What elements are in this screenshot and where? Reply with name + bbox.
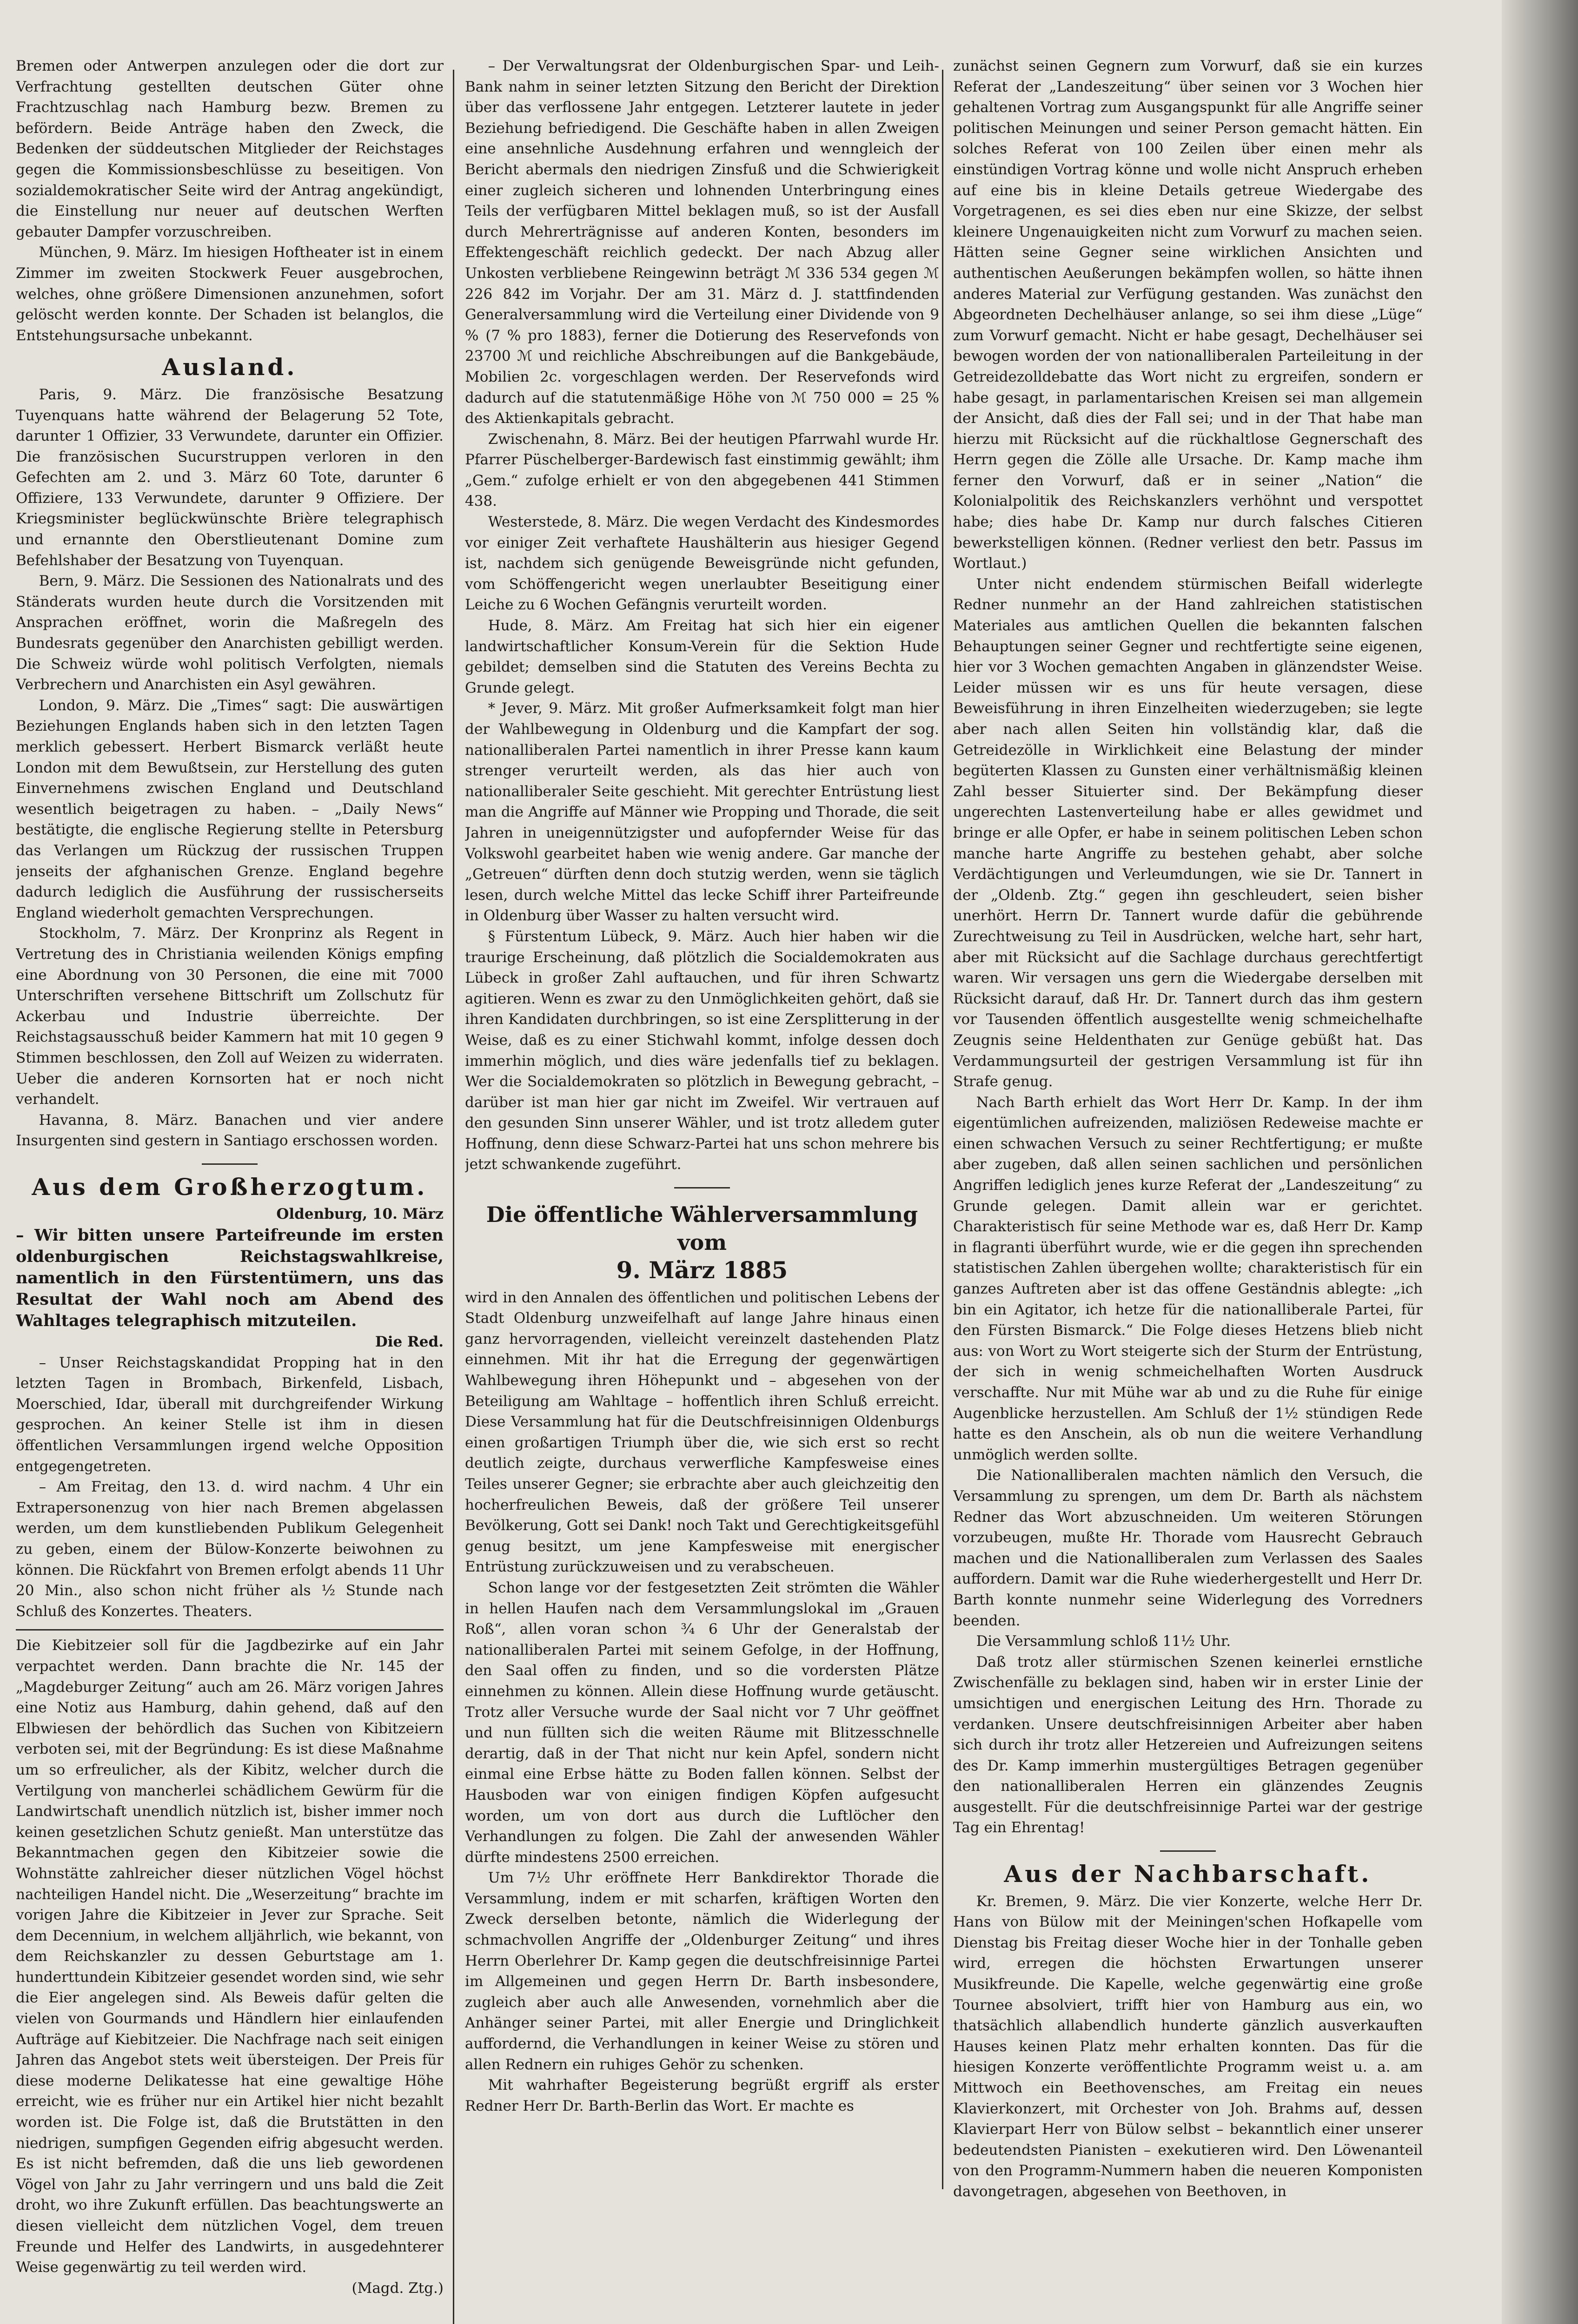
column-rule xyxy=(942,70,943,2189)
article-sparbank: – Der Verwaltungsrat der Oldenburgischen Spar- und Leih-Bank nahm in seiner letzten Sitzung den Bericht der Direktion über das verflossene Jahr entgegen. Letzterer lautete in jeder Beziehung befriedigend. Die Geschäfte haben in allen Zweigen eine ansehnliche Ausdehnung erfahren und wenngleich der Bericht abermals den niedrigen Zinsfuß und die Schwierigkeit einer zugleich sicheren und lohnenden Unterbringung eines Teils der verfügbaren Mittel beklagen muß, so ist der Ausfall durch Mehrerträgnisse auf anderen Konten, besonders im Effektengeschäft reichlich gedeckt. Der nach Abzug aller Unkosten verbliebene Reingewinn beträgt ℳ 336 534 gegen ℳ 226 842 im Vorjahr. Der am 31. März d. J. stattfindenden Generalversammlung wird die Verteilung einer Dividende von 9 % (7 % pro 1883), ferner die Dotierung des Reservefonds von 23700 ℳ und reichliche Abschreibungen auf die Bankgebäude, Mobilien 2c. vorgeschlagen werden. Der Reservefonds wird dadurch auf die statutenmäßige Höhe von ℳ 750 000 = 25 % des Aktienkapitals gebracht. xyxy=(465,58,939,427)
appeal-signature: Die Red. xyxy=(375,1334,444,1351)
headline-versammlung-date: 9. März 1885 xyxy=(616,1256,788,1284)
versammlung-paragraph: Die Nationalliberalen machten nämlich den Versuch, die Versammlung zu sprengen, um dem Dr. Barth als nächstem Redner das Wort abzuschneiden. Um weiteren Störungen vorzubeugen, mußte Hr. Thorade vom Hausrecht Gebrauch machen und die Nationalliberalen zum Verlassen des Saales auffordern. Damit war die Ruhe wiederhergestellt und Herr Dr. Barth konnte nunmehr seine Widerlegung des Vorredners beenden. xyxy=(953,1467,1423,1629)
column-right xyxy=(953,56,1423,2324)
versammlung-closing: Die Versammlung schloß 11½ Uhr. xyxy=(976,1633,1231,1650)
section-heading-nachbarschaft: Aus der Nachbarschaft. xyxy=(1004,1860,1372,1888)
article-bremen: Kr. Bremen, 9. März. Die vier Konzerte, welche Herr Dr. Hans von Bülow mit der Meiningen'schen Hofkapelle vom Dienstag bis Freitag dieser Woche hier in der Tonhalle geben wird, erregen die höchsten Erwartungen unserer Musikfreunde. Die Kapelle, welche gegenwärtig eine große Tournee absolviert, trifft hier von Hamburg aus ein, wo thatsächlich allabendlich hunderte gänzlich ausverkauften Hauses keinen Platz mehr erhalten konnten. Das für die hiesigen Konzerte veröffentlichte Programm weist u. a. am Mittwoch ein Beethovensches, am Freitag ein neues Klavierkonzert, mit Orchester von Joh. Brahms auf, dessen Klavierpart Herr von Bülow selbst – bekanntlich einer unserer bedeutendsten Pianisten – exekutieren wird. Den Löwenanteil von den Programm-Nummern haben die neueren Komponisten davongetragen, abgesehen von Beethoven, in xyxy=(953,1893,1423,2200)
article-paris: Paris, 9. März. Die französische Besatzung Tuyenquans hatte während der Belagerung 52 Tote, darunter 1 Offizier, 33 Verwundete, darunter ein Offizier. Die französischen Sucurstruppen verloren in den Gefechten am 2. und 3. März 60 Tote, darunter 6 Offiziere, 133 Verwundete, darunter 9 Offiziere. Der Kriegsminister beglückwünschte Brière telegraphisch und ernannte den Oberstlieutenant Domine zum Befehlshaber der Besatzung von Tuyenquan. xyxy=(16,386,444,569)
article-stockholm: Stockholm, 7. März. Der Kronprinz als Regent in Vertretung des in Christiania weilenden Königs empfing eine Abordnung von 30 Personen, die eine mit 7000 Unterschriften versehene Bittschrift um Zollschutz für Ackerbau und Industrie überreichte. Der Reichstagsausschuß beider Kammern hat mit 10 gegen 9 Stimmen beschlossen, den Zoll auf Weizen zu widerraten. Ueber die anderen Kornsorten hat er noch nicht verhandelt. xyxy=(16,925,444,1108)
page-edge xyxy=(1502,0,1578,2324)
article-buelow-train: – Am Freitag, den 13. d. wird nachm. 4 Uhr ein Extrapersonenzug von hier nach Bremen abgelassen werden, um dem kunstliebenden Publikum Gelegenheit zu geben, einem der Bülow-Konzerte beiwohnen zu können. Die Rückfahrt von Bremen erfolgt abends 11 Uhr 20 Min., also schon nicht früher als ½ Stunde nach Schluß des Konzertes. Theaters. xyxy=(16,1479,444,1620)
divider xyxy=(674,1187,730,1188)
article-intro: Bremen oder Antwerpen anzulegen oder die dort zur Verfrachtung gestellten deutschen Güter ohne Frachtzuschlag nach Hamburg bezw. Bremen zu befördern. Beide Anträge haben den Zweck, die Bedenken der süddeutschen Mitglieder der Reichstages gegen die Kommissionsbeschlüsse zu beseitigen. Von sozialdemokratischer Seite wird der Antrag angekündigt, die Einstellung nur neuer auf deutschen Werften gebauter Dampfer vorzuschreiben. xyxy=(16,58,444,240)
article-kiebitz: Die Kiebitzeier soll für die Jagdbezirke auf ein Jahr verpachtet werden. Dann brachte die Nr. 145 der „Magdeburger Zeitung“ auch am 26. März vorigen Jahres eine Notiz aus Hamburg, dahin gehend, daß auf den Elbwiesen der behördlich das Suchen von Kibitzeiern verboten sei, mit der Begründung: Es ist diese Maßnahme um so erfreulicher, als der Kibitz, welcher durch die Vertilgung von mancherlei schädlichem Gewürm für die Landwirtschaft unendlich nützlich ist, bisher immer noch keinen gesetzlichen Schutz genießt. Man unterstütze das Bekanntmachen gegen den Kibitzeier sowie die Wohnstätte zahlreicher dieser nützlichen Vögel höchst nachteiligen Handel nicht. Die „Weserzeitung“ brachte im vorigen Jahre die Kibitzeier in Jever zur Sprache. Seit dem Decennium, in welchem alljährlich, wie bekannt, von dem Reichskanzler zu dessen Geburtstage am 1. hunderttundein Kibitzeier gesendet worden sind, wie sehr die Eier angelegen sind. Als Beweis dafür gelten die vielen von Gourmands und Händlern hier einlaufenden Aufträge auf Kiebitzeier. Die Nachfrage nach seit einigen Jahren das Angebot stets weit übersteigen. Der Preis für diese moderne Delikatesse hat eine gewaltige Höhe erreicht, wie es früher nur ein Artikel hier nicht bezahlt worden ist. Die Folge ist, daß die Brutstätten in den niedrigen, sumpfigen Gegenden eifrig abgesucht werden. Es ist nicht befremden, daß die uns lieb gewordenen Vögel von Jahr zu Jahr verringern und uns bald die Zeit droht, wo ihre Zukunft erfüllen. Das beachtungswerte an diesen vielleicht dem nützlichen Vogel, dem treuen Freunde und Helfer des Landwirts, in ausgedehnterer Weise gegenwärtig zu teil werden wird. xyxy=(16,1637,444,2276)
versammlung-paragraph: Schon lange vor der festgesetzten Zeit strömten die Wähler in hellen Haufen nach dem Versammlungslokal im „Grauen Roß“, allen voran schon ¾ 6 Uhr der Generalstab der nationalliberalen Partei mit seinem Gefolge, in der Hoffnung, den Saal offen zu finden, und so die vordersten Plätze einnehmen zu können. Allein diese Hoffnung wurde getäuscht. Trotz aller Versuche wurde der Saal nicht vor 7 Uhr geöffnet und nun füllten sich die weiten Räume mit Blitzesschnelle derartig, daß in der That nicht nur kein Apfel, sondern nicht einmal eine Erbse hätte zu Boden fallen können. Selbst der Hausboden war von einigen findigen Köpfen aufgesucht worden, um von dort aus durch die Luftlöcher den Verhandlungen zu folgen. Die Zahl der anwesenden Wähler dürfte mindestens 2500 erreichen. xyxy=(465,1579,939,1866)
divider xyxy=(202,1163,258,1165)
article-jever: * Jever, 9. März. Mit großer Aufmerksamkeit folgt man hier der Wahlbewegung in Oldenburg und die Kampfart der sog. nationalliberalen Partei namentlich in ihrer Presse kann kaum strenger verurteilt werden, als das hier auch von nationalliberaler Seite geschieht. Mit gerechter Entrüstung liest man die Angriffe auf Männer wie Propping und Thorade, die seit Jahren in uneigennützigster und aufopfernder Weise für das Volkswohl gearbeitet haben wie wenig andere. Gar manche der „Getreuen“ dürften denn doch stutzig werden, wenn sie täglich lesen, durch welche Mittel das lecke Schiff ihrer Parteifreunde in Oldenburg über Wasser zu halten versucht wird. xyxy=(465,700,939,924)
article-muenchen: München, 9. März. Im hiesigen Hoftheater ist in einem Zimmer im zweiten Stockwerk Feuer ausgebrochen, welches, ohne größere Dimensionen anzunehmen, sofort gelöscht werden konnte. Der Schaden ist belanglos, die Entstehungsursache unbekannt. xyxy=(16,244,444,344)
article-luebeck: § Fürstentum Lübeck, 9. März. Auch hier haben wir die traurige Erscheinung, daß plötzlich die Socialdemokraten aus Lübeck in großer Zahl auftauchen, und für ihren Schwartz agitieren. Wenn es zwar zu den Unmöglichkeiten gehört, daß sie ihren Kandidaten durchbringen, so ist eine Zersplitterung in der Weise, daß es zu einer Stichwahl kommt, infolge dessen doch immerhin möglich, und dies wäre jedenfalls tief zu beklagen. Wer die Socialdemokraten so plötzlich in Bewegung gebracht, – darüber ist man hier gar nicht im Zweifel. Wir vertrauen auf den gesunden Sinn unserer Wähler, und ist trotz alledem guter Hoffnung, denn diese Schwarz-Partei hat uns schon mehrere bis jetzt schwankende zugeführt. xyxy=(465,928,939,1173)
article-westerstede: Westerstede, 8. März. Die wegen Verdacht des Kindesmordes vor einiger Zeit verhaftete Haushälterin aus hiesiger Gegend ist, nachdem sich genügende Beweisgründe nicht gefunden, vom Schöffengericht wegen unerlaubter Beseitigung einer Leiche zu 6 Wochen Gefängnis verurteilt worden. xyxy=(465,514,939,614)
section-heading-grossherzogtum: Aus dem Großherzogtum. xyxy=(32,1173,428,1201)
versammlung-continued: zunächst seinen Gegnern zum Vorwurf, daß sie ein kurzes Referat der „Landeszeitung“ über seinen vor 3 Wochen hier gehaltenen Vortrag zum Ausgangspunkt für alle Angriffe seiner politischen Meinungen und seiner Person gemacht hätten. Ein solches Referat von 100 Zeilen über einen mehr als einstündigen Vortrag könne und wolle nicht Anspruch erheben auf eine bis in kleine Details getreue Wiedergabe des Vorgetragenen, es sei dies eben nur eine Skizze, der selbst kleinere Ungenauigkeiten nicht zum Vorwurf zu machen seien. Hätten seine Gegner seine wirklichen Ansichten und authentischen Aeußerungen bekämpfen wollen, so hätte ihnen anderes Material zur Verfügung gestanden. Was zunächst den Abgeordneten Dechelhäuser anlange, so sei ihm diese „Lüge“ zum Vorwurf gemacht. Nicht er habe gesagt, Dechelhäuser sei bewogen worden der von nationalliberalen Parteileitung in der Getreidezolldebatte das Wort nicht zu ergreifen, sondern er habe gesagt, in parlamentarischen Kreisen sei man allgemein der Ansicht, daß dies der Fall sei; und in der That habe man hierzu mit Rücksicht auf die rückhaltlose Gegnerschaft des Herrn gegen die Zölle alle Ursache. Dr. Kamp mache ihm ferner den Vorwurf, daß er in seiner „Nation“ die Kolonialpolitik des Reichskanzlers verhöhnt und verspottet habe; dies habe Dr. Kamp nur durch falsches Citieren bewerkstelligen können. (Redner verliest den betr. Passus im Wortlaut.) xyxy=(953,58,1423,572)
source-credit: (Magd. Ztg.) xyxy=(351,2279,444,2297)
column-middle xyxy=(465,56,939,2324)
versammlung-paragraph: wird in den Annalen des öffentlichen und politischen Lebens der Stadt Oldenburg unzweifelhaft auf lange Jahre hinaus einen ganz hervorragenden, vielleicht vereinzelt dastehenden Platz einnehmen. Mit ihr hat die Erregung der gegenwärtigen Wahlbewegung ihren Höhepunkt und – abgesehen von der Beteiligung am Wahltage – hoffentlich ihren Schluß erreicht. Diese Versammlung hat für die Deutschfreisinnigen Oldenburgs einen großartigen Triumph über die, wie sich erst so recht deutlich zeigte, durchaus verwerfliche Kampfesweise eines Teiles unserer Gegner; sie erbrachte aber auch gleichzeitig den hocherfreulichen Beweis, daß der größere Teil unserer Bevölkerung, Gott sei Dank! noch Takt und Gerechtigkeitsgefühl genug besitzt, um jene Kampfesweise mit energischer Entrüstung zurückzuweisen und zu verabscheuen. xyxy=(465,1289,939,1576)
divider xyxy=(1160,1850,1216,1852)
separator-rule xyxy=(16,1629,444,1631)
article-hude: Hude, 8. März. Am Freitag hat sich hier ein eigener landwirtschaftlicher Konsum-Verein für die Sektion Hude gebildet; demselben sind die Statuten des Vereins Bechta zu Grunde gelegt. xyxy=(465,617,939,696)
versammlung-paragraph: Um 7½ Uhr eröffnete Herr Bankdirektor Thorade die Versammlung, indem er mit scharfen, kräftigen Worten den Zweck derselben betonte, nämlich die Widerlegung der schmachvollen Angriffe der „Oldenburger Zeitung“ und ihres Herrn Oberlehrer Dr. Kamp gegen die deutschfreisinnige Partei im Allgemeinen und gegen Herrn Dr. Barth insbesondere, zugleich aber auch alle Anwesenden, vornehmlich aber die Anhänger seiner Partei, mit aller Energie und Dringlichkeit auffordernd, die Verhandlungen in keiner Weise zu stören und allen Rednern ein ruhiges Gehör zu schenken. xyxy=(465,1869,939,2073)
column-rule xyxy=(453,70,454,2324)
dateline-oldenburg: Oldenburg, 10. März xyxy=(276,1206,444,1223)
article-zwischenahn: Zwischenahn, 8. März. Bei der heutigen Pfarrwahl wurde Hr. Pfarrer Püschelberger-Bardewisch fast einstimmig gewählt; ihm „Gem.“ zufolge erhielt er von den abgegebenen 441 Stimmen 438. xyxy=(465,430,939,510)
versammlung-paragraph: Daß trotz aller stürmischen Szenen keinerlei ernstliche Zwischenfälle zu beklagen sind, haben wir in erster Linie der umsichtigen und energischen Leitung des Hrn. Thorade zu verdanken. Unsere deutschfreisinnigen Arbeiter aber haben sich durch ihr trotz aller Hetzereien und Aufreizungen seitens des Dr. Kamp immerhin mustergültiges Betragen gegenüber den nationalliberalen Herren ein glänzendes Zeugnis ausgestellt. Für die deutschfreisinnige Partei war der gestrige Tag ein Ehrentag! xyxy=(953,1653,1423,1836)
article-bern: Bern, 9. März. Die Sessionen des Nationalrats und des Ständerats wurden heute durch die Vorsitzenden mit Ansprachen eröffnet, worin die Maßregeln des Bundesrats gegenüber den Anarchisten gebilligt werden. Die Schweiz würde wohl politisch Verfolgten, niemals Verbrechern und Anarchisten ein Asyl gewähren. xyxy=(16,573,444,693)
article-havanna: Havanna, 8. März. Banachen und vier andere Insurgenten sind gestern in Santiago erschossen worden. xyxy=(16,1111,444,1149)
article-propping: – Unser Reichstagskandidat Propping hat in den letzten Tagen in Brombach, Birkenfeld, Lisbach, Moerschied, Idar, überall mit durchgreifender Wirkung gesprochen. An keiner Stelle ist ihm in diesen öffentlichen Versammlungen irgend welche Opposition entgegengetreten. xyxy=(16,1354,444,1475)
versammlung-paragraph: Nach Barth erhielt das Wort Herr Dr. Kamp. In der ihm eigentümlichen aufreizenden, maliziösen Redeweise machte er einen schwachen Versuch zu seiner Rechtfertigung; er mußte aber zugeben, daß allen seinen sachlichen und persönlichen Angriffen lediglich jenes kurze Referat der „Landeszeitung“ zu Grunde gelegen. Damit allein war er gerichtet. Charakteristisch für seine Methode war es, daß Herr Dr. Kamp in flagranti überführt wurde, wie er die gegen ihn sprechenden statistischen Zahlen übergehen wollte; charakteristisch für ein ganzes Auftreten aber ist das offene Geständnis ablegte: „ich bin ein Agitator, ich hetze für die nationalliberale Partei, für den Fürsten Bismarck.“ Die Folge dieses Hetzens blieb nicht aus: von Wort zu Wort steigerte sich der Sturm der Entrüstung, der sich in wenig schmeichelhaften Worten Ausdruck verschaffte. Nur mit Mühe war ab und zu die Ruhe für einige Augenblicke herzustellen. Am Schluß der 1½ stündigen Rede hatte es den Anschein, als ob nun die weitere Verhandlung unmöglich werden sollte. xyxy=(953,1094,1423,1463)
versammlung-paragraph: Mit wahrhafter Begeisterung begrüßt ergriff als erster Redner Herr Dr. Barth-Berlin das Wort. Er machte es xyxy=(465,2077,939,2114)
headline-versammlung: Die öffentliche Wählerversammlung vom xyxy=(486,1202,918,1255)
article-london: London, 9. März. Die „Times“ sagt: Die auswärtigen Beziehungen Englands haben sich in den letzten Tagen merklich gebessert. Herbert Bismarck verläßt heute London mit dem Bewußtsein, zur Herstellung des guten Einvernehmens zwischen England und Deutschland wesentlich beigetragen zu haben. – „Daily News“ bestätigte, die englische Regierung stellte in Petersburg das Verlangen um Rückzug der russischen Truppen jenseits der afghanischen Grenze. England begehre dadurch lediglich die Ausführung der russischerseits England wiederholt gemachten Versprechungen. xyxy=(16,697,444,921)
party-appeal: – Wir bitten unsere Parteifreunde im ersten oldenburgischen Reichstagswahlkreise, namentlich in den Fürstentümern, uns das Resultat der Wahl noch am Abend des Wahltages telegraphisch mitzuteilen. xyxy=(16,1226,444,1331)
versammlung-paragraph: Unter nicht endendem stürmischen Beifall widerlegte Redner nunmehr an der Hand zahlreichen statistischen Materiales aus amtlichen Quellen die bekannten falschen Behauptungen seiner Gegner und rechtfertigte seine eigenen, hier vor 3 Wochen gemachten Angaben in glänzendster Weise. Leider müssen wir es uns für heute versagen, diese Beweisführung in ihren Einzelheiten wiederzugeben; sie legte aber nach allen Seiten hin vollständig klar, daß die Getreidezölle in Wirklichkeit eine Belastung der minder begüterten Klassen zu Gunsten einer verhältnismäßig kleinen Zahl besser Situierter sind. Der Bekämpfung dieser ungerechten Lastenverteilung habe er alles gewidmet und bringe er alle Opfer, er habe in seinem politischen Leben schon manche harte Angriffe zu bestehen gehabt, aber solche Verdächtigungen und Verleumdungen, wie sie Dr. Tannert in der „Oldenb. Ztg.“ gegen ihn geschleudert, seien bisher unerhört. Herrn Dr. Tannert wurde dafür die gebührende Zurechtweisung zu Teil in Ausdrücken, welche hart, sehr hart, aber mit Rücksicht auf die Sachlage durchaus gerechtfertigt waren. Wir versagen uns gern die Wiedergabe derselben mit Rücksicht darauf, daß Hr. Dr. Tannert durch das ihm gestern vor Tausenden öffentlich ausgestellte wenig schmeichelhafte Zeugnis seine Heldenthaten zur Genüge gebüßt hat. Das Verdammungsurteil der gestrigen Versammlung ist für ihn Strafe genug. xyxy=(953,575,1423,1090)
column-left xyxy=(16,56,444,2324)
section-heading-ausland: Ausland. xyxy=(162,353,298,381)
